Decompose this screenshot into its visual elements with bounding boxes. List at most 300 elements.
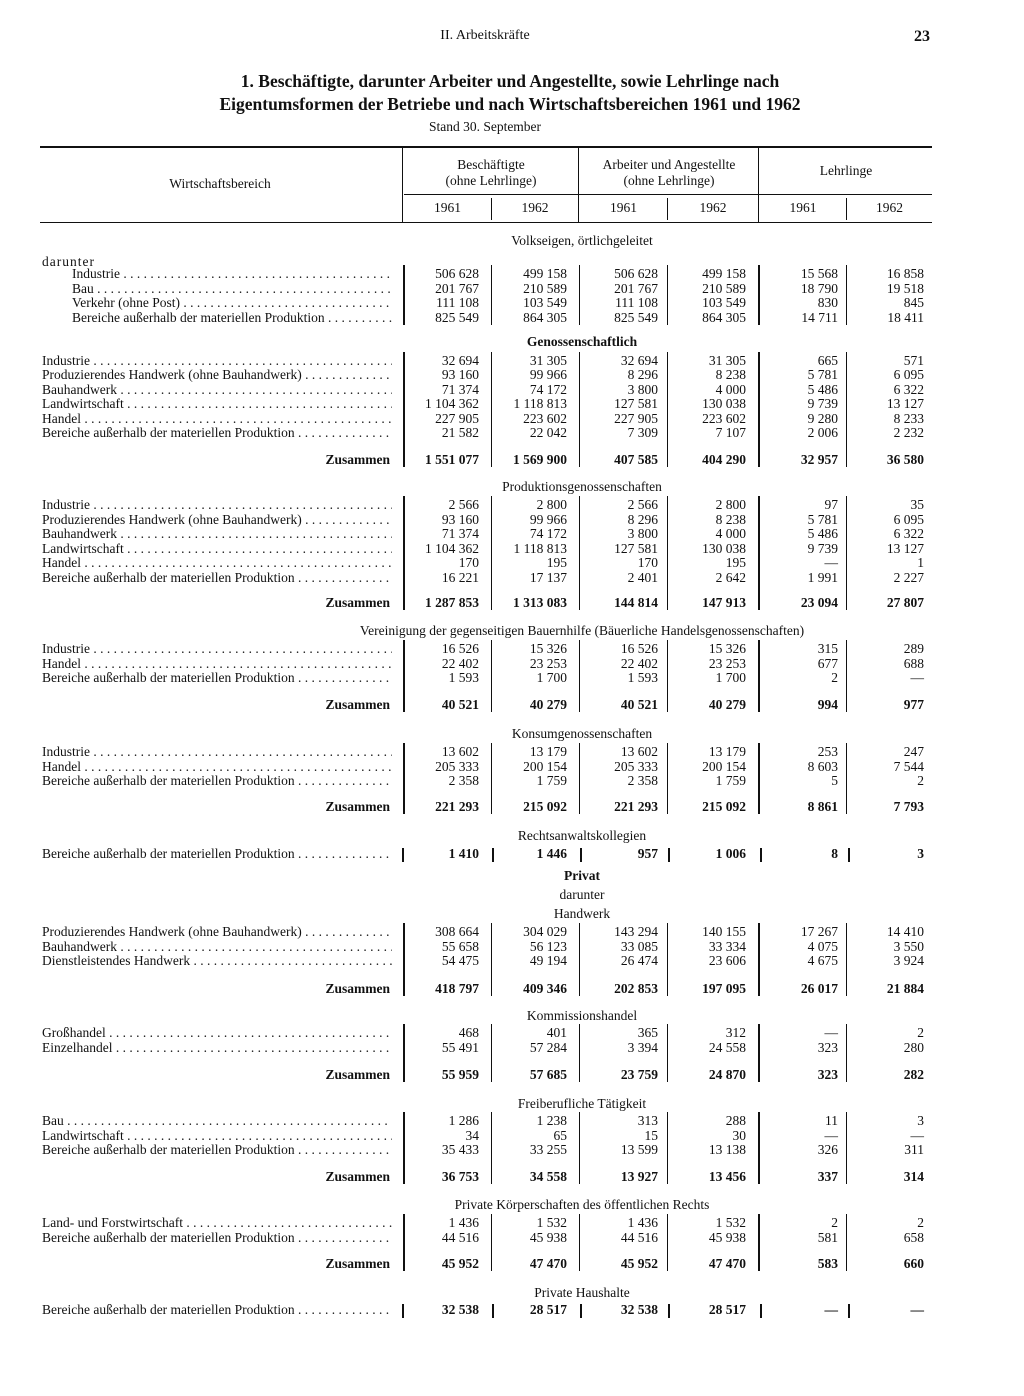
total-beschaeftigte-1962: 40 279 (529, 697, 567, 712)
cell-beschaeftigte-1962: 99 966 (529, 367, 567, 383)
row-label: Landwirtschaft . . . (42, 1129, 392, 1144)
cell-lehrlinge-1961: 2 (831, 1215, 838, 1230)
cell-arbeiter-angestellte-1961: 365 (637, 1025, 658, 1040)
row-label: Einzelhandel . . . (42, 1041, 392, 1056)
column-separator (846, 640, 847, 712)
cell-beschaeftigte-1962: 1 238 (536, 1113, 567, 1128)
cell-arbeiter-angestellte-1962: 200 154 (702, 758, 746, 774)
year-header: 1962 (521, 200, 549, 215)
column-separator (846, 265, 847, 325)
table-title (120, 70, 900, 116)
cell-beschaeftigte-1962: 99 966 (529, 511, 567, 527)
total-beschaeftigte-1962: 215 092 (523, 799, 567, 814)
column-header-wirtschaftsbereich: Wirtschaftsbereich (169, 176, 271, 191)
column-header-line: (ohne Lehrlinge) (445, 173, 537, 188)
cell-lehrlinge-1961: 315 (817, 641, 838, 656)
column-separator (492, 1304, 494, 1318)
header-divider (578, 148, 579, 222)
table-row (0, 571, 1024, 586)
cell-arbeiter-angestellte-1961: 33 085 (620, 938, 658, 954)
cell-lehrlinge-1961: 2 (831, 670, 838, 685)
cell-arbeiter-angestellte-1961: 111 108 (615, 295, 658, 310)
total-row (0, 1068, 1024, 1083)
cell-arbeiter-angestellte-1961: 16 526 (620, 641, 658, 656)
total-row (0, 1170, 1024, 1185)
cell-beschaeftigte-1962: 57 284 (529, 1039, 567, 1055)
cell-arbeiter-angestellte-1961: 313 (637, 1113, 658, 1128)
cell-arbeiter-angestellte-1961: 32 694 (620, 353, 658, 368)
cell-lehrlinge-1961: 5 781 (807, 511, 838, 527)
column-header-arbeiter-angestellte (580, 157, 758, 189)
cell-beschaeftigte-1962: 1 700 (536, 670, 567, 685)
year-header: 1961 (789, 200, 817, 215)
table-title-line-2: Eigentumsformen der Betriebe und nach Wirtschaftsbereichen 1961 und 1962 (219, 94, 801, 114)
cell-lehrlinge-1962: 2 (917, 773, 924, 788)
column-separator (491, 923, 492, 996)
total-arbeiter-angestellte-1962: 13 456 (708, 1169, 746, 1184)
year-header: 1962 (876, 200, 903, 215)
column-separator (579, 923, 580, 996)
header-top-rule (40, 146, 932, 148)
table-row (0, 671, 1024, 686)
cell-beschaeftigte-1962: 31 305 (529, 353, 567, 368)
cell-lehrlinge-1962: 19 518 (886, 280, 924, 296)
table-row (0, 426, 1024, 441)
column-separator (667, 1024, 668, 1082)
total-arbeiter-angestellte-1961: 23 759 (620, 1067, 658, 1082)
cell-beschaeftigte-1961: 2 566 (448, 497, 479, 512)
column-separator (667, 1214, 668, 1271)
header-divider (402, 148, 403, 222)
total-arbeiter-angestellte-1961: 221 293 (614, 799, 658, 814)
table-row (0, 847, 1024, 862)
year-header: 1961 (434, 200, 461, 215)
cell-arbeiter-angestellte-1962: 195 (725, 555, 746, 570)
column-separator (667, 923, 668, 996)
cell-lehrlinge-1962: 16 858 (886, 266, 924, 281)
cell-beschaeftigte-1961: 44 516 (441, 1229, 479, 1245)
cell-arbeiter-angestellte-1962: 864 305 (702, 309, 746, 325)
column-separator (491, 496, 492, 610)
column-separator (758, 923, 760, 996)
cell-arbeiter-angestellte-1962: 24 558 (708, 1039, 746, 1055)
total-label: Zusammen (325, 595, 390, 610)
cell-beschaeftigte-1962: 13 179 (529, 744, 567, 759)
total-lehrlinge-1961: 337 (817, 1169, 838, 1184)
cell-lehrlinge-1961: — (824, 1025, 838, 1040)
cell-lehrlinge-1961: 830 (817, 295, 838, 310)
cell-lehrlinge-1962: 571 (903, 353, 924, 368)
row-label: Handel . . . (42, 556, 392, 571)
total-label: Zusammen (325, 1169, 390, 1184)
cell-arbeiter-angestellte-1961: 170 (637, 555, 658, 570)
total-beschaeftigte-1962: 1 313 083 (513, 595, 567, 610)
cell-lehrlinge-1961: 4 075 (807, 938, 838, 954)
row-label: Produzierendes Handwerk (ohne Bauhandwerk) . . . (42, 513, 392, 528)
column-header-line: (ohne Lehrlinge) (623, 173, 715, 188)
cell-lehrlinge-1962: 7 544 (893, 758, 924, 774)
table-row (0, 657, 1024, 672)
table-row (0, 760, 1024, 775)
row-label: Bau . . . (42, 1114, 392, 1129)
row-label: Industrie . . . (42, 498, 392, 513)
row-label: Handel . . . (42, 657, 392, 672)
cell-beschaeftigte-1961: 227 905 (435, 410, 479, 426)
section-title: Handwerk (553, 906, 611, 921)
cell-beschaeftigte-1962: 210 589 (523, 280, 567, 296)
column-separator (579, 640, 580, 712)
cell-beschaeftigte-1961: 16 221 (441, 569, 479, 585)
cell-lehrlinge-1962: 3 550 (893, 938, 924, 954)
cell-arbeiter-angestellte-1961: 22 402 (620, 655, 658, 671)
cell-lehrlinge-1961: 581 (817, 1229, 838, 1245)
cell-beschaeftigte-1962: 103 549 (523, 295, 567, 310)
cell-arbeiter-angestellte-1961: 127 581 (614, 540, 658, 556)
column-separator (846, 352, 847, 467)
column-separator (491, 265, 492, 325)
cell-arbeiter-angestellte-1962: 4 000 (715, 526, 746, 541)
cell-arbeiter-angestellte-1962: 33 334 (708, 938, 746, 954)
total-beschaeftigte-1962: 57 685 (529, 1067, 567, 1082)
table-row (0, 1026, 1024, 1041)
cell-arbeiter-angestellte-1962: 28 517 (708, 1302, 746, 1317)
cell-beschaeftigte-1961: 21 582 (441, 425, 479, 440)
column-separator (491, 1214, 492, 1271)
table-row (0, 527, 1024, 542)
cell-lehrlinge-1961: 5 486 (807, 381, 838, 397)
row-label: Bereiche außerhalb der materiellen Produktion . . . (42, 847, 392, 862)
cell-arbeiter-angestellte-1961: 227 905 (614, 410, 658, 426)
total-row (0, 982, 1024, 997)
year-header: 1961 (610, 200, 637, 215)
cell-beschaeftigte-1961: 506 628 (435, 266, 479, 281)
row-label: Produzierendes Handwerk (ohne Bauhandwerk) . . . (42, 925, 392, 940)
column-separator (758, 1214, 760, 1271)
column-separator (491, 1024, 492, 1082)
cell-arbeiter-angestellte-1962: 2 642 (715, 569, 746, 585)
cell-arbeiter-angestellte-1962: 223 602 (702, 410, 746, 426)
cell-beschaeftigte-1961: 35 433 (441, 1142, 479, 1157)
column-separator (403, 640, 405, 712)
column-separator (758, 1112, 760, 1184)
total-lehrlinge-1962: 36 580 (886, 452, 924, 467)
cell-arbeiter-angestellte-1961: 8 296 (627, 367, 658, 383)
cell-arbeiter-angestellte-1962: 499 158 (702, 266, 746, 281)
cell-beschaeftigte-1962: 15 326 (529, 641, 567, 656)
cell-beschaeftigte-1962: 33 255 (529, 1142, 567, 1157)
column-separator (846, 743, 847, 814)
cell-beschaeftigte-1962: 74 172 (529, 381, 567, 397)
cell-lehrlinge-1961: 5 486 (807, 526, 838, 541)
cell-beschaeftigte-1962: 2 800 (536, 497, 567, 512)
column-separator (580, 848, 582, 862)
cell-lehrlinge-1962: 18 411 (887, 309, 924, 325)
cell-arbeiter-angestellte-1962: 210 589 (702, 280, 746, 296)
total-arbeiter-angestellte-1961: 40 521 (620, 697, 658, 712)
cell-lehrlinge-1961: 11 (825, 1113, 838, 1128)
column-separator (491, 640, 492, 712)
row-label: Landwirtschaft . . . (42, 542, 392, 557)
column-separator (667, 640, 668, 712)
table-row (0, 1216, 1024, 1231)
cell-beschaeftigte-1961: 111 108 (436, 295, 479, 310)
cell-lehrlinge-1962: 289 (903, 641, 924, 656)
cell-lehrlinge-1962: 280 (903, 1039, 924, 1055)
total-lehrlinge-1962: 27 807 (886, 595, 924, 610)
row-label: Bereiche außerhalb der materiellen Produktion . . . (72, 311, 392, 326)
cell-lehrlinge-1961: 9 739 (807, 396, 838, 412)
column-separator (579, 265, 580, 325)
cell-beschaeftigte-1962: 1 759 (536, 773, 567, 788)
column-separator (758, 743, 760, 814)
section-title: Vereinigung der gegenseitigen Bauernhilfe (Bäuerliche Handelsgenossenschaften) (359, 623, 805, 638)
total-label: Zusammen (325, 1256, 390, 1271)
cell-beschaeftigte-1962: 45 938 (529, 1229, 567, 1245)
cell-arbeiter-angestellte-1961: 2 401 (627, 569, 658, 585)
section-title: Konsumgenossenschaften (511, 726, 653, 741)
cell-beschaeftigte-1962: 304 029 (523, 924, 567, 939)
column-separator (846, 923, 847, 996)
cell-arbeiter-angestellte-1961: 205 333 (614, 758, 658, 774)
total-arbeiter-angestellte-1961: 13 927 (620, 1169, 658, 1184)
table-row (0, 940, 1024, 955)
cell-lehrlinge-1961: 1 991 (807, 569, 838, 585)
column-separator (403, 1112, 405, 1184)
column-separator (846, 1112, 847, 1184)
cell-lehrlinge-1961: 4 675 (807, 953, 838, 968)
column-separator (580, 1304, 582, 1318)
cell-lehrlinge-1962: 2 (917, 1025, 924, 1040)
cell-lehrlinge-1962: 13 127 (886, 396, 924, 412)
cell-beschaeftigte-1962: 28 517 (529, 1302, 567, 1317)
table-row (0, 311, 1024, 326)
cell-arbeiter-angestellte-1962: 13 138 (708, 1142, 746, 1157)
cell-lehrlinge-1962: 6 095 (893, 511, 924, 527)
section-title: Genossenschaftlich (526, 334, 638, 349)
cell-beschaeftigte-1961: 32 694 (441, 353, 479, 368)
column-separator (579, 1214, 580, 1271)
cell-beschaeftigte-1961: 1 436 (448, 1215, 479, 1230)
cell-arbeiter-angestellte-1961: 3 394 (627, 1039, 658, 1055)
cell-arbeiter-angestellte-1962: 140 155 (702, 924, 746, 939)
cell-lehrlinge-1962: 13 127 (886, 540, 924, 556)
cell-beschaeftigte-1961: 825 549 (435, 309, 479, 325)
section-title: Private Körperschaften des öffentlichen Rechts (454, 1197, 710, 1212)
total-lehrlinge-1962: 977 (903, 697, 924, 712)
total-lehrlinge-1961: 8 861 (807, 799, 838, 814)
row-label: Industrie . . . (72, 267, 392, 282)
cell-beschaeftigte-1961: 93 160 (441, 511, 479, 527)
total-beschaeftigte-1961: 418 797 (435, 981, 479, 996)
cell-lehrlinge-1962: — (910, 670, 924, 685)
cell-lehrlinge-1961: 17 267 (800, 924, 838, 939)
row-label: Landwirtschaft . . . (42, 397, 392, 412)
cell-arbeiter-angestellte-1962: 1 700 (715, 670, 746, 685)
total-arbeiter-angestellte-1962: 197 095 (702, 981, 746, 996)
cell-arbeiter-angestellte-1962: 8 238 (715, 367, 746, 383)
table-row (0, 1303, 1024, 1318)
cell-lehrlinge-1961: 97 (824, 497, 838, 512)
row-label: Industrie . . . (42, 642, 392, 657)
table-row (0, 282, 1024, 297)
cell-arbeiter-angestellte-1962: 23 253 (708, 655, 746, 671)
column-separator (403, 923, 405, 996)
column-separator (402, 1304, 404, 1318)
cell-beschaeftigte-1961: 1 410 (448, 846, 479, 861)
total-row (0, 596, 1024, 611)
table-row (0, 368, 1024, 383)
total-beschaeftigte-1961: 40 521 (441, 697, 479, 712)
total-lehrlinge-1962: 314 (903, 1169, 924, 1184)
total-lehrlinge-1961: 323 (817, 1067, 838, 1082)
row-label: Handel . . . (42, 760, 392, 775)
table-row (0, 267, 1024, 282)
row-label: Dienstleistendes Handwerk . . . (42, 954, 392, 969)
cell-lehrlinge-1961: — (824, 1302, 838, 1317)
cell-beschaeftigte-1961: 205 333 (435, 758, 479, 774)
total-lehrlinge-1962: 282 (903, 1067, 924, 1082)
table-subtitle: Stand 30. September (428, 119, 542, 134)
table-row (0, 774, 1024, 789)
total-lehrlinge-1961: 26 017 (800, 981, 838, 996)
cell-lehrlinge-1962: 6 095 (893, 367, 924, 383)
total-lehrlinge-1962: 21 884 (886, 981, 924, 996)
table-row (0, 513, 1024, 528)
total-beschaeftigte-1961: 55 959 (441, 1067, 479, 1082)
total-arbeiter-angestellte-1962: 215 092 (702, 799, 746, 814)
row-label: Handel . . . (42, 412, 392, 427)
table-row (0, 745, 1024, 760)
total-arbeiter-angestellte-1962: 24 870 (708, 1067, 746, 1082)
header-bottom-rule (40, 222, 932, 223)
cell-lehrlinge-1962: 2 232 (893, 425, 924, 440)
row-label: Bereiche außerhalb der materiellen Produktion . . . (42, 774, 392, 789)
cell-arbeiter-angestellte-1961: 1 436 (627, 1215, 658, 1230)
cell-beschaeftigte-1961: 55 491 (441, 1039, 479, 1055)
cell-beschaeftigte-1962: 49 194 (529, 953, 567, 968)
cell-lehrlinge-1962: 6 322 (893, 526, 924, 541)
cell-lehrlinge-1961: 5 (831, 773, 838, 788)
total-beschaeftigte-1962: 47 470 (529, 1256, 567, 1271)
cell-lehrlinge-1962: 845 (903, 295, 924, 310)
table-row (0, 542, 1024, 557)
cell-lehrlinge-1962: 6 322 (893, 381, 924, 397)
row-label: darunter (42, 255, 95, 269)
cell-arbeiter-angestellte-1961: 506 628 (614, 266, 658, 281)
cell-lehrlinge-1961: — (824, 555, 838, 570)
column-separator (579, 496, 580, 610)
total-beschaeftigte-1962: 34 558 (529, 1169, 567, 1184)
column-separator (491, 743, 492, 814)
cell-arbeiter-angestellte-1961: 13 599 (620, 1142, 658, 1157)
cell-beschaeftigte-1962: 499 158 (523, 266, 567, 281)
cell-beschaeftigte-1961: 13 602 (441, 744, 479, 759)
cell-beschaeftigte-1961: 71 374 (441, 526, 479, 541)
cell-lehrlinge-1961: 2 006 (807, 425, 838, 440)
row-label: Bauhandwerk . . . (42, 383, 392, 398)
cell-arbeiter-angestellte-1961: 201 767 (614, 280, 658, 296)
row-label: Industrie . . . (42, 354, 392, 369)
column-separator (667, 265, 668, 325)
column-separator (848, 848, 850, 862)
column-separator (403, 1214, 405, 1271)
cell-arbeiter-angestellte-1962: 312 (725, 1025, 746, 1040)
table-row (0, 397, 1024, 412)
cell-beschaeftigte-1961: 34 (465, 1127, 479, 1143)
cell-arbeiter-angestellte-1962: 31 305 (708, 353, 746, 368)
cell-arbeiter-angestellte-1962: 23 606 (708, 953, 746, 968)
column-separator (403, 352, 405, 467)
cell-arbeiter-angestellte-1962: 130 038 (702, 396, 746, 412)
cell-arbeiter-angestellte-1961: 8 296 (627, 511, 658, 527)
total-arbeiter-angestellte-1961: 202 853 (614, 981, 658, 996)
table-row (0, 412, 1024, 427)
table-row (0, 1143, 1024, 1158)
cell-arbeiter-angestellte-1961: 44 516 (620, 1229, 658, 1245)
cell-lehrlinge-1961: 253 (817, 744, 838, 759)
row-label: Großhandel . . . (42, 1026, 392, 1041)
cell-arbeiter-angestellte-1961: 3 800 (627, 381, 658, 397)
column-separator (668, 1304, 670, 1318)
cell-lehrlinge-1962: 311 (904, 1142, 924, 1157)
row-label: Land- und Forstwirtschaft . . . (42, 1216, 392, 1231)
column-separator (667, 743, 668, 814)
cell-lehrlinge-1962: 247 (903, 744, 924, 759)
cell-beschaeftigte-1961: 170 (458, 555, 479, 570)
column-separator (579, 1112, 580, 1184)
total-beschaeftigte-1961: 1 287 853 (425, 595, 479, 610)
column-separator (760, 1304, 762, 1318)
cell-lehrlinge-1961: 9 280 (807, 410, 838, 426)
cell-arbeiter-angestellte-1962: 103 549 (702, 295, 746, 310)
cell-arbeiter-angestellte-1961: 32 538 (620, 1302, 658, 1317)
column-separator (758, 496, 760, 610)
column-header-line: Beschäftigte (457, 157, 525, 172)
row-label: Industrie . . . (42, 745, 392, 760)
cell-beschaeftigte-1961: 201 767 (435, 280, 479, 296)
total-beschaeftigte-1961: 36 753 (441, 1169, 479, 1184)
total-lehrlinge-1962: 660 (903, 1256, 924, 1271)
header-year-rule (404, 194, 932, 195)
cell-lehrlinge-1962: 1 (917, 555, 924, 570)
cell-lehrlinge-1962: 14 410 (886, 924, 924, 939)
cell-arbeiter-angestellte-1962: 2 800 (715, 497, 746, 512)
cell-arbeiter-angestellte-1961: 127 581 (614, 396, 658, 412)
row-label: Bereiche außerhalb der materiellen Produktion . . . (42, 426, 392, 441)
total-lehrlinge-1961: 23 094 (800, 595, 838, 610)
row-label: Bau . . . (72, 282, 392, 297)
cell-arbeiter-angestellte-1961: 2 566 (627, 497, 658, 512)
row-label: Produzierendes Handwerk (ohne Bauhandwerk) . . . (42, 368, 392, 383)
cell-beschaeftigte-1962: 56 123 (529, 938, 567, 954)
cell-beschaeftigte-1962: 74 172 (529, 526, 567, 541)
cell-arbeiter-angestellte-1961: 26 474 (620, 953, 658, 968)
table-row (0, 556, 1024, 571)
column-separator (758, 265, 760, 325)
cell-beschaeftigte-1961: 1 104 362 (425, 396, 479, 412)
cell-beschaeftigte-1961: 1 593 (448, 670, 479, 685)
cell-lehrlinge-1962: 35 (910, 497, 924, 512)
total-beschaeftigte-1962: 409 346 (523, 981, 567, 996)
header-divider (758, 148, 759, 222)
cell-arbeiter-angestellte-1962: 30 (732, 1127, 746, 1143)
cell-lehrlinge-1962: 688 (903, 655, 924, 671)
cell-lehrlinge-1962: 3 (917, 1113, 924, 1128)
total-arbeiter-angestellte-1962: 404 290 (702, 452, 746, 467)
column-separator (491, 352, 492, 467)
column-header-line: Arbeiter und Angestellte (602, 157, 736, 172)
total-arbeiter-angestellte-1962: 40 279 (708, 697, 746, 712)
